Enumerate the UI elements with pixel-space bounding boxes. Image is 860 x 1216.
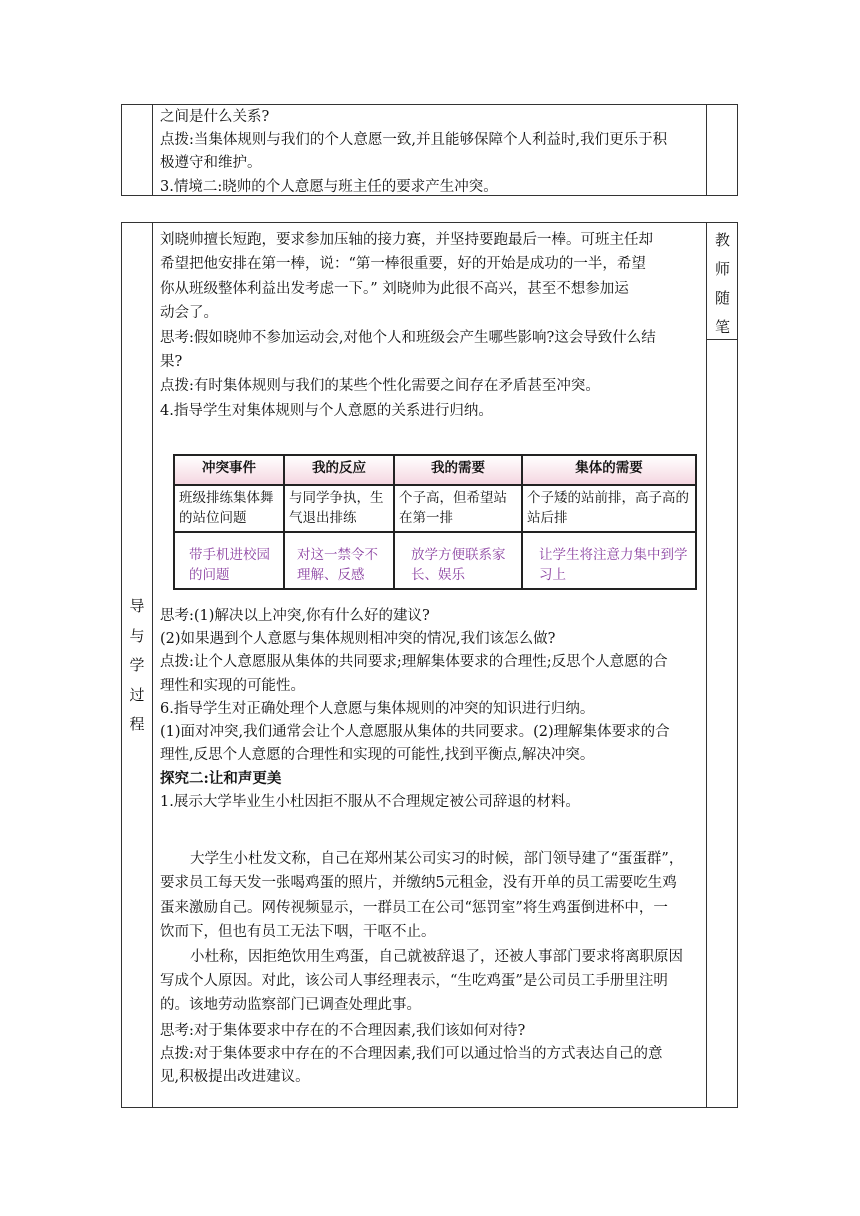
table-cell: 让学生将注意力集中到学习上 [522, 532, 696, 589]
text-line: 大学生小杜发文称，自己在郑州某公司实习的时候，部门领导建了“蛋蛋群”， [190, 851, 684, 867]
text-line: 见,积极提出改进建议。 [160, 1069, 310, 1086]
text-line: 极遵守和维护。 [160, 155, 262, 172]
table-cell: 个子高，但希望站在第一排 [394, 485, 522, 532]
text-line: 点拨:有时集体规则与我们的某些个性化需要之间存在矛盾甚至冲突。 [160, 378, 600, 395]
top-table-divider-right [706, 104, 707, 196]
final-block [160, 1020, 700, 1090]
text-line: 你从班级整体利益出发考虑一下。” 刘晓帅为此很不高兴，甚至不想参加运 [160, 280, 629, 297]
text-line: 动会了。 [160, 305, 218, 322]
text-line: 思考:(1)解决以上冲突,你有什么好的建议? [160, 608, 430, 624]
table-cell: 与同学争执，生气退出排练 [284, 485, 394, 532]
text-line: 思考:假如晓帅不参加运动会,对他个人和班级会产生哪些影响?这会导致什么结 [160, 329, 656, 346]
section-title: 探究二:让和声更美 [160, 770, 282, 788]
text-line: 的。该地劳动监察部门已调查处理此事。 [160, 997, 421, 1014]
label-char: 教 [714, 231, 730, 249]
text-line: 刘晓帅擅长短跑，要求参加压轴的接力赛，并坚持要跑最后一棒。可班主任却 [160, 232, 653, 248]
conflict-table [173, 454, 697, 590]
table-cell: 班级排练集体舞的站位问题 [174, 485, 284, 532]
text-line: 1.展示大学毕业生小杜因拒不服从不合理规定被公司辞退的材料。 [160, 793, 580, 810]
main-table-divider-right [706, 222, 707, 1108]
table-cell: 放学方便联系家长、娱乐 [394, 532, 522, 589]
text-line: 理性,反思个人意愿的合理性和实现的可能性,找到平衡点,解决冲突。 [160, 747, 595, 764]
label-char: 过 [129, 685, 145, 704]
label-char: 程 [129, 715, 145, 733]
left-column-label [122, 592, 152, 740]
text-line: 3.情境二:晓帅的个人意愿与班主任的要求产生冲突。 [160, 178, 498, 195]
text-line: 点拨:当集体规则与我们的个人意愿一致,并且能够保障个人利益时,我们更乐于积 [160, 132, 668, 149]
label-char: 学 [129, 656, 145, 674]
main-table-divider-left [152, 222, 153, 1108]
text-line: 蛋来激励自己。网传视频显示，一群员工在公司“惩罚室”将生鸡蛋倒进杯中，一 [160, 899, 668, 916]
text-line: 小杜称，因拒绝饮用生鸡蛋，自己就被辞退了，还被人事部门要求将离职原因 [190, 948, 683, 965]
story-block [160, 228, 700, 423]
text-line: 6.指导学生对正确处理个人意愿与集体规则的冲突的知识进行归纳。 [160, 700, 595, 717]
label-char: 与 [129, 626, 145, 645]
text-line: 点拨:对于集体要求中存在的不合理因素,我们可以通过恰当的方式表达自己的意 [160, 1046, 663, 1063]
text-line: 果? [160, 353, 183, 370]
label-char: 随 [714, 289, 730, 307]
text-line: 理性和实现的可能性。 [160, 677, 305, 694]
table-header: 我的需要 [394, 455, 522, 485]
case-block [160, 847, 700, 1018]
table-header: 我的反应 [284, 455, 394, 485]
label-char: 导 [129, 597, 145, 615]
top-table-text [160, 106, 700, 199]
table-header: 冲突事件 [174, 455, 284, 485]
text-line: 之间是什么关系? [160, 109, 270, 125]
label-char: 笔 [714, 318, 730, 336]
text-line: 要求员工每天发一张喝鸡蛋的照片，并缴纳5元租金，没有开单的员工需要吃生鸡 [160, 875, 677, 892]
text-line: (2)如果遇到个人意愿与集体规则相冲突的情况,我们该怎么做? [160, 631, 556, 648]
top-table-divider-left [152, 104, 153, 196]
table-cell: 带手机进校园的问题 [174, 532, 284, 589]
right-column-label [707, 226, 738, 342]
table-header: 集体的需要 [522, 455, 696, 485]
text-line: 饮而下，但也有员工无法下咽，干呕不止。 [160, 924, 436, 941]
text-line: 思考:对于集体要求中存在的不合理因素,我们该如何对待? [160, 1023, 526, 1039]
text-line: 希望把他安排在第一棒，说：“第一棒很重要，好的开始是成功的一半，希望 [160, 256, 646, 273]
text-line: 点拨:让个人意愿服从集体的共同要求;理解集体要求的合理性;反思个人意愿的合 [160, 654, 668, 671]
discussion-block [160, 605, 700, 814]
table-cell: 对这一禁令不理解、反感 [284, 532, 394, 589]
text-line: 写成个人原因。对此，该公司人事经理表示，“生吃鸡蛋”是公司员工手册里注明 [160, 972, 668, 989]
table-cell: 个子矮的站前排，高子高的站后排 [522, 485, 696, 532]
label-char: 师 [714, 260, 730, 278]
text-line: 4.指导学生对集体规则与个人意愿的关系进行归纳。 [160, 402, 493, 419]
text-line: (1)面对冲突,我们通常会让个人意愿服从集体的共同要求。(2)理解集体要求的合 [160, 723, 670, 740]
